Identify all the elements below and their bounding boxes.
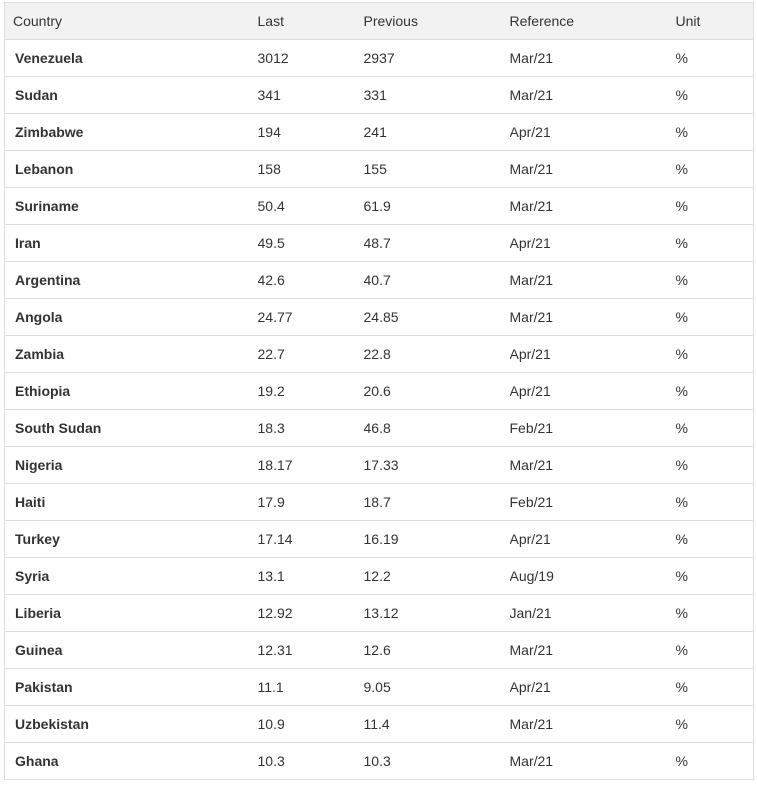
reference-cell: Apr/21: [510, 336, 676, 373]
unit-cell: %: [676, 484, 754, 521]
country-cell[interactable]: Suriname: [5, 188, 258, 225]
table-row: [5, 188, 754, 225]
reference-cell: Apr/21: [510, 114, 676, 151]
unit-cell: %: [676, 447, 754, 484]
last-value-cell: 194: [258, 114, 364, 151]
reference-cell: Mar/21: [510, 632, 676, 669]
last-value-cell: 17.14: [258, 521, 364, 558]
country-cell[interactable]: Nigeria: [5, 447, 258, 484]
previous-value-cell: 24.85: [364, 299, 510, 336]
unit-cell: %: [676, 151, 754, 188]
unit-cell: %: [676, 558, 754, 595]
reference-cell: Mar/21: [510, 299, 676, 336]
previous-value-cell: 155: [364, 151, 510, 188]
previous-value-cell: 331: [364, 77, 510, 114]
last-value-cell: 341: [258, 77, 364, 114]
unit-cell: %: [676, 521, 754, 558]
unit-cell: %: [676, 225, 754, 262]
header-row: [5, 3, 754, 40]
inflation-table: [4, 2, 754, 780]
previous-value-cell: 241: [364, 114, 510, 151]
last-value-cell: 158: [258, 151, 364, 188]
country-cell[interactable]: Lebanon: [5, 151, 258, 188]
last-value-cell: 22.7: [258, 336, 364, 373]
previous-value-cell: 48.7: [364, 225, 510, 262]
reference-cell: Apr/21: [510, 373, 676, 410]
last-value-cell: 19.2: [258, 373, 364, 410]
column-header-country[interactable]: Country: [5, 3, 258, 40]
reference-cell: Mar/21: [510, 743, 676, 780]
last-value-cell: 49.5: [258, 225, 364, 262]
previous-value-cell: 10.3: [364, 743, 510, 780]
unit-cell: %: [676, 410, 754, 447]
last-value-cell: 11.1: [258, 669, 364, 706]
unit-cell: %: [676, 188, 754, 225]
table-header: [5, 3, 754, 40]
reference-cell: Mar/21: [510, 262, 676, 299]
reference-cell: Feb/21: [510, 484, 676, 521]
column-header-previous[interactable]: Previous: [364, 3, 510, 40]
reference-cell: Mar/21: [510, 706, 676, 743]
table-row: [5, 40, 754, 77]
table-row: [5, 484, 754, 521]
country-cell[interactable]: Zimbabwe: [5, 114, 258, 151]
table-row: [5, 77, 754, 114]
last-value-cell: 42.6: [258, 262, 364, 299]
last-value-cell: 18.17: [258, 447, 364, 484]
last-value-cell: 10.3: [258, 743, 364, 780]
country-cell[interactable]: Uzbekistan: [5, 706, 258, 743]
unit-cell: %: [676, 743, 754, 780]
previous-value-cell: 18.7: [364, 484, 510, 521]
table-row: [5, 595, 754, 632]
column-header-last[interactable]: Last: [258, 3, 364, 40]
unit-cell: %: [676, 262, 754, 299]
previous-value-cell: 13.12: [364, 595, 510, 632]
table-row: [5, 373, 754, 410]
previous-value-cell: 9.05: [364, 669, 510, 706]
previous-value-cell: 11.4: [364, 706, 510, 743]
reference-cell: Mar/21: [510, 447, 676, 484]
unit-cell: %: [676, 299, 754, 336]
reference-cell: Aug/19: [510, 558, 676, 595]
last-value-cell: 12.92: [258, 595, 364, 632]
column-header-reference[interactable]: Reference: [510, 3, 676, 40]
country-cell[interactable]: Angola: [5, 299, 258, 336]
table-row: [5, 299, 754, 336]
country-cell[interactable]: Guinea: [5, 632, 258, 669]
unit-cell: %: [676, 114, 754, 151]
last-value-cell: 10.9: [258, 706, 364, 743]
country-cell[interactable]: Pakistan: [5, 669, 258, 706]
previous-value-cell: 20.6: [364, 373, 510, 410]
table-row: [5, 225, 754, 262]
country-cell[interactable]: Venezuela: [5, 40, 258, 77]
reference-cell: Mar/21: [510, 151, 676, 188]
country-cell[interactable]: Ghana: [5, 743, 258, 780]
last-value-cell: 3012: [258, 40, 364, 77]
table-row: [5, 262, 754, 299]
previous-value-cell: 22.8: [364, 336, 510, 373]
reference-cell: Apr/21: [510, 521, 676, 558]
last-value-cell: 17.9: [258, 484, 364, 521]
table-row: [5, 669, 754, 706]
previous-value-cell: 46.8: [364, 410, 510, 447]
reference-cell: Mar/21: [510, 188, 676, 225]
table-row: [5, 632, 754, 669]
table-row: [5, 151, 754, 188]
last-value-cell: 12.31: [258, 632, 364, 669]
last-value-cell: 13.1: [258, 558, 364, 595]
table-row: [5, 410, 754, 447]
country-cell[interactable]: Ethiopia: [5, 373, 258, 410]
table-body: [5, 40, 754, 780]
previous-value-cell: 40.7: [364, 262, 510, 299]
unit-cell: %: [676, 706, 754, 743]
last-value-cell: 18.3: [258, 410, 364, 447]
unit-cell: %: [676, 669, 754, 706]
data-table-container: [4, 2, 753, 780]
unit-cell: %: [676, 373, 754, 410]
reference-cell: Apr/21: [510, 669, 676, 706]
unit-cell: %: [676, 40, 754, 77]
country-cell[interactable]: Zambia: [5, 336, 258, 373]
country-cell[interactable]: Liberia: [5, 595, 258, 632]
table-row: [5, 706, 754, 743]
country-cell[interactable]: Argentina: [5, 262, 258, 299]
table-row: [5, 558, 754, 595]
table-row: [5, 743, 754, 780]
unit-cell: %: [676, 595, 754, 632]
previous-value-cell: 16.19: [364, 521, 510, 558]
reference-cell: Mar/21: [510, 40, 676, 77]
column-header-unit[interactable]: Unit: [676, 3, 754, 40]
unit-cell: %: [676, 77, 754, 114]
country-cell[interactable]: Iran: [5, 225, 258, 262]
previous-value-cell: 2937: [364, 40, 510, 77]
reference-cell: Apr/21: [510, 225, 676, 262]
country-cell[interactable]: Haiti: [5, 484, 258, 521]
previous-value-cell: 61.9: [364, 188, 510, 225]
country-cell[interactable]: Syria: [5, 558, 258, 595]
country-cell[interactable]: South Sudan: [5, 410, 258, 447]
table-row: [5, 447, 754, 484]
table-row: [5, 114, 754, 151]
unit-cell: %: [676, 632, 754, 669]
table-row: [5, 336, 754, 373]
last-value-cell: 50.4: [258, 188, 364, 225]
previous-value-cell: 12.6: [364, 632, 510, 669]
reference-cell: Feb/21: [510, 410, 676, 447]
country-cell[interactable]: Turkey: [5, 521, 258, 558]
previous-value-cell: 17.33: [364, 447, 510, 484]
reference-cell: Jan/21: [510, 595, 676, 632]
reference-cell: Mar/21: [510, 77, 676, 114]
unit-cell: %: [676, 336, 754, 373]
last-value-cell: 24.77: [258, 299, 364, 336]
country-cell[interactable]: Sudan: [5, 77, 258, 114]
table-row: [5, 521, 754, 558]
previous-value-cell: 12.2: [364, 558, 510, 595]
